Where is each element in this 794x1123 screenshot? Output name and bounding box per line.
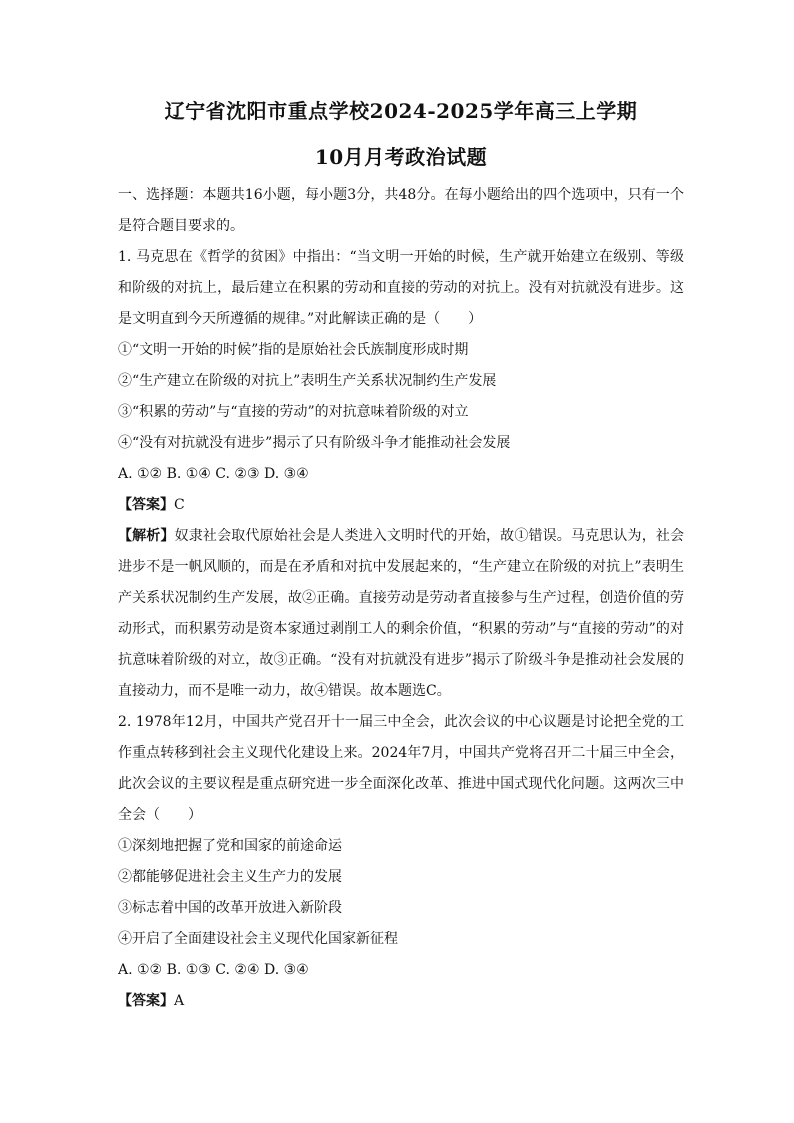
analysis-paragraph xyxy=(118,521,684,707)
analysis-label: 【解析】 xyxy=(118,528,175,544)
analysis-text: 奴隶社会取代原始社会是人类进入文明时代的开始，故①错误。马克思认为，社会进步不是一帆风顺的，而是在矛盾和对抗中发展起来的，“生产建立在阶级的对抗上”表明生产关系状况制约生产发展，故②正确。直接劳动是劳动者直接参与生产过程，创造价值的劳动形式，而积累劳动是资本家通过剥削工人的剩余价值，“积累的劳动”与“直接的劳动”的对抗意味着阶级的对立，故③正确。“没有对抗就没有进步”揭示了阶级斗争是推动社会发展的直接动力，而不是唯一动力，故④错误。故本题选C。 xyxy=(118,528,685,699)
question-item: ①深刻地把握了党和国家的前途命运 xyxy=(118,838,342,854)
question-item: ③标志着中国的改革开放进入新阶段 xyxy=(118,900,342,916)
answer-label: 【答案】 xyxy=(118,497,174,513)
question-item: ④开启了全面建设社会主义现代化国家新征程 xyxy=(118,931,398,947)
question-item: ③“积累的劳动”与“直接的劳动”的对抗意味着阶级的对立 xyxy=(118,404,469,420)
question-item: ②都能够促进社会主义生产力的发展 xyxy=(118,869,342,885)
question-stem: 1. 马克思在《哲学的贫困》中指出：“当文明一开始的时候，生产就开始建立在级别、等级和阶级的对抗上，最后建立在积累的劳动和直接的劳动的对抗上。没有对抗就没有进步。这是文明直到今天所遵循的规律。”对此解读正确的是（ ） xyxy=(118,249,684,327)
answer-line xyxy=(118,986,684,1017)
question-choices: A. ①② B. ①③ C. ②④ D. ③④ xyxy=(118,962,309,978)
question-2 xyxy=(118,707,684,1017)
question-item: ④“没有对抗就没有进步”揭示了只有阶级斗争才能推动社会发展 xyxy=(118,435,511,451)
question-item: ①“文明一开始的时候”指的是原始社会氏族制度形成时期 xyxy=(118,342,469,358)
answer-label: 【答案】 xyxy=(118,993,174,1009)
doc-title-line2: 10月月考政治试题 xyxy=(314,145,488,169)
answer-value: C xyxy=(174,497,185,513)
question-stem: 2. 1978年12月，中国共产党召开十一届三中全会，此次会议的中心议题是讨论把全党的工作重点转移到社会主义现代化建设上来。2024年7月，中国共产党将召开二十届三中全会，此次会议的主要议程是重点研究进一步全面深化改革、推进中国式现代化问题。这两次三中全会（ ） xyxy=(118,714,684,823)
answer-value: A xyxy=(174,993,185,1009)
question-1 xyxy=(118,242,684,707)
doc-title-line1: 辽宁省沈阳市重点学校2024-2025学年高三上学期 xyxy=(164,99,638,123)
section-intro: 一、选择题：本题共16小题，每小题3分，共48分。在每小题给出的四个选项中，只有一个是符合题目要求的。 xyxy=(118,187,684,234)
question-choices: A. ①② B. ①④ C. ②③ D. ③④ xyxy=(118,466,309,482)
answer-line xyxy=(118,490,684,521)
question-item: ②“生产建立在阶级的对抗上”表明生产关系状况制约生产发展 xyxy=(118,373,497,389)
